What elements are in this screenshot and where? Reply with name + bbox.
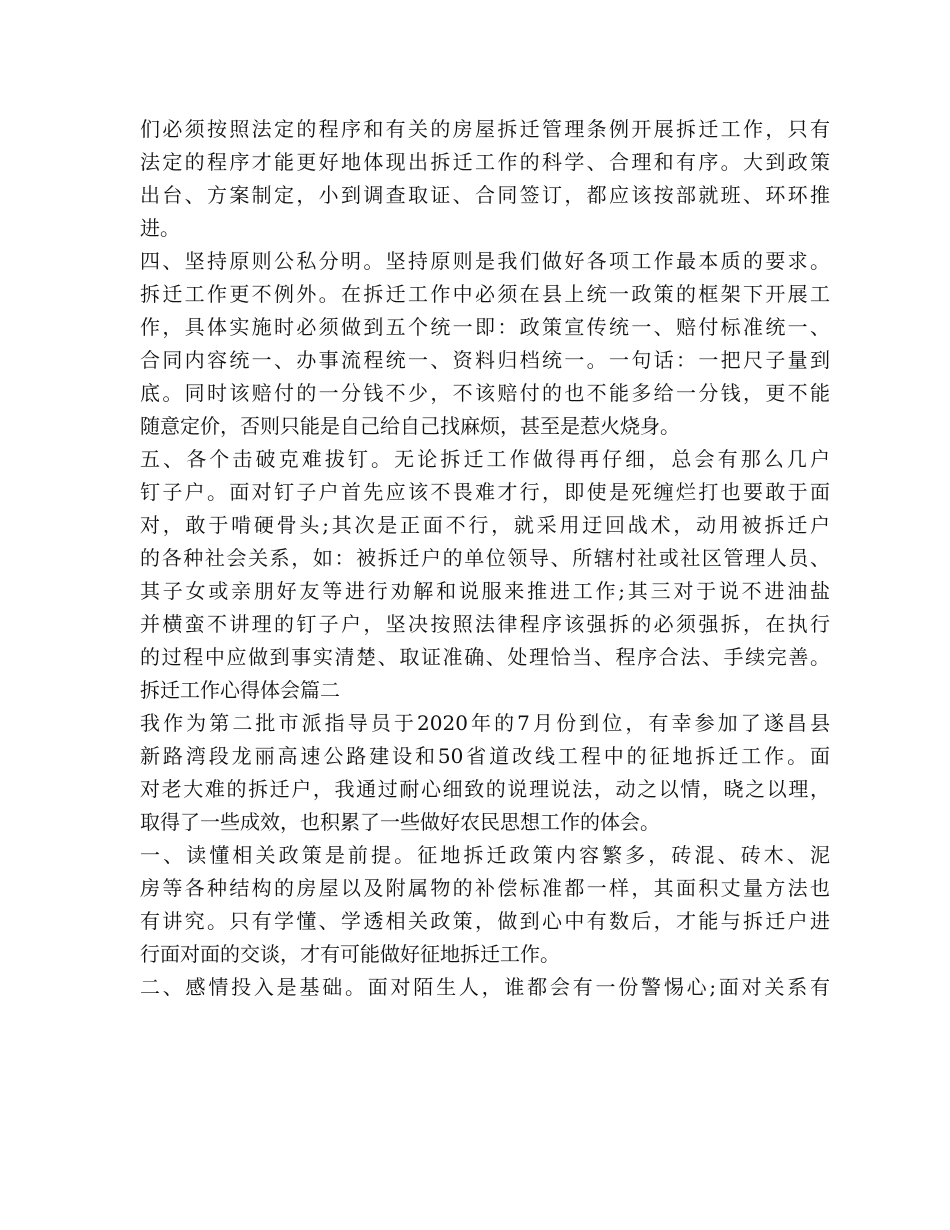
text-line: 进。 bbox=[140, 216, 180, 240]
text-line: 我作为第二批市派指导员于2020年的7月份到位，有幸参加了遂昌县 bbox=[140, 711, 830, 735]
text-line: 合同内容统一、办事流程统一、资料归档统一。一句话：一把尺子量到 bbox=[140, 348, 830, 372]
text-line: 并横蛮不讲理的钉子户，坚决按照法律程序该强拆的必须强拆，在执行 bbox=[140, 612, 830, 636]
text-line: 其子女或亲朋好友等进行劝解和说服来推进工作;其三对于说不进油盐 bbox=[140, 579, 830, 603]
text-line: 对老大难的拆迁户，我通过耐心细致的说理说法，动之以情，晓之以理， bbox=[140, 777, 830, 801]
text-line: 的各种社会关系，如：被拆迁户的单位领导、所辖村社或社区管理人员、 bbox=[140, 546, 830, 570]
text-line: 们必须按照法定的程序和有关的房屋拆迁管理条例开展拆迁工作，只有 bbox=[140, 117, 830, 141]
text-line: 作，具体实施时必须做到五个统一即：政策宣传统一、赔付标准统一、 bbox=[140, 315, 830, 339]
text-line: 四、坚持原则公私分明。坚持原则是我们做好各项工作最本质的要求。 bbox=[140, 249, 830, 273]
text-line: 有讲究。只有学懂、学透相关政策，做到心中有数后，才能与拆迁户进 bbox=[140, 909, 830, 933]
text-line: 一、读懂相关政策是前提。征地拆迁政策内容繁多，砖混、砖木、泥 bbox=[140, 843, 830, 867]
text-line: 的过程中应做到事实清楚、取证准确、处理恰当、程序合法、手续完善。 bbox=[140, 645, 830, 669]
text-line: 拆迁工作更不例外。在拆迁工作中必须在县上统一政策的框架下开展工 bbox=[140, 282, 830, 306]
text-line: 法定的程序才能更好地体现出拆迁工作的科学、合理和有序。大到政策 bbox=[140, 150, 830, 174]
text-line: 行面对面的交谈，才有可能做好征地拆迁工作。 bbox=[140, 942, 560, 966]
text-line: 二、感情投入是基础。面对陌生人，谁都会有一份警惕心;面对关系有 bbox=[140, 975, 830, 999]
text-line: 取得了一些成效，也积累了一些做好农民思想工作的体会。 bbox=[140, 810, 660, 834]
text-line: 房等各种结构的房屋以及附属物的补偿标准都一样，其面积丈量方法也 bbox=[140, 876, 830, 900]
document-body bbox=[140, 113, 830, 1004]
text-line: 对，敢于啃硬骨头;其次是正面不行，就采用迂回战术，动用被拆迁户 bbox=[140, 513, 830, 537]
text-line: 五、各个击破克难拔钉。无论拆迁工作做得再仔细，总会有那么几户 bbox=[140, 447, 830, 471]
text-line: 随意定价，否则只能是自己给自己找麻烦，甚至是惹火烧身。 bbox=[140, 414, 680, 438]
text-line: 新路湾段龙丽高速公路建设和50省道改线工程中的征地拆迁工作。面 bbox=[140, 744, 830, 768]
text-line: 钉子户。面对钉子户首先应该不畏难才行，即使是死缠烂打也要敢于面 bbox=[140, 480, 830, 504]
text-line: 出台、方案制定，小到调查取证、合同签订，都应该按部就班、环环推 bbox=[140, 183, 830, 207]
text-line: 底。同时该赔付的一分钱不少，不该赔付的也不能多给一分钱，更不能 bbox=[140, 381, 830, 405]
text-line: 拆迁工作心得体会篇二 bbox=[140, 678, 340, 702]
